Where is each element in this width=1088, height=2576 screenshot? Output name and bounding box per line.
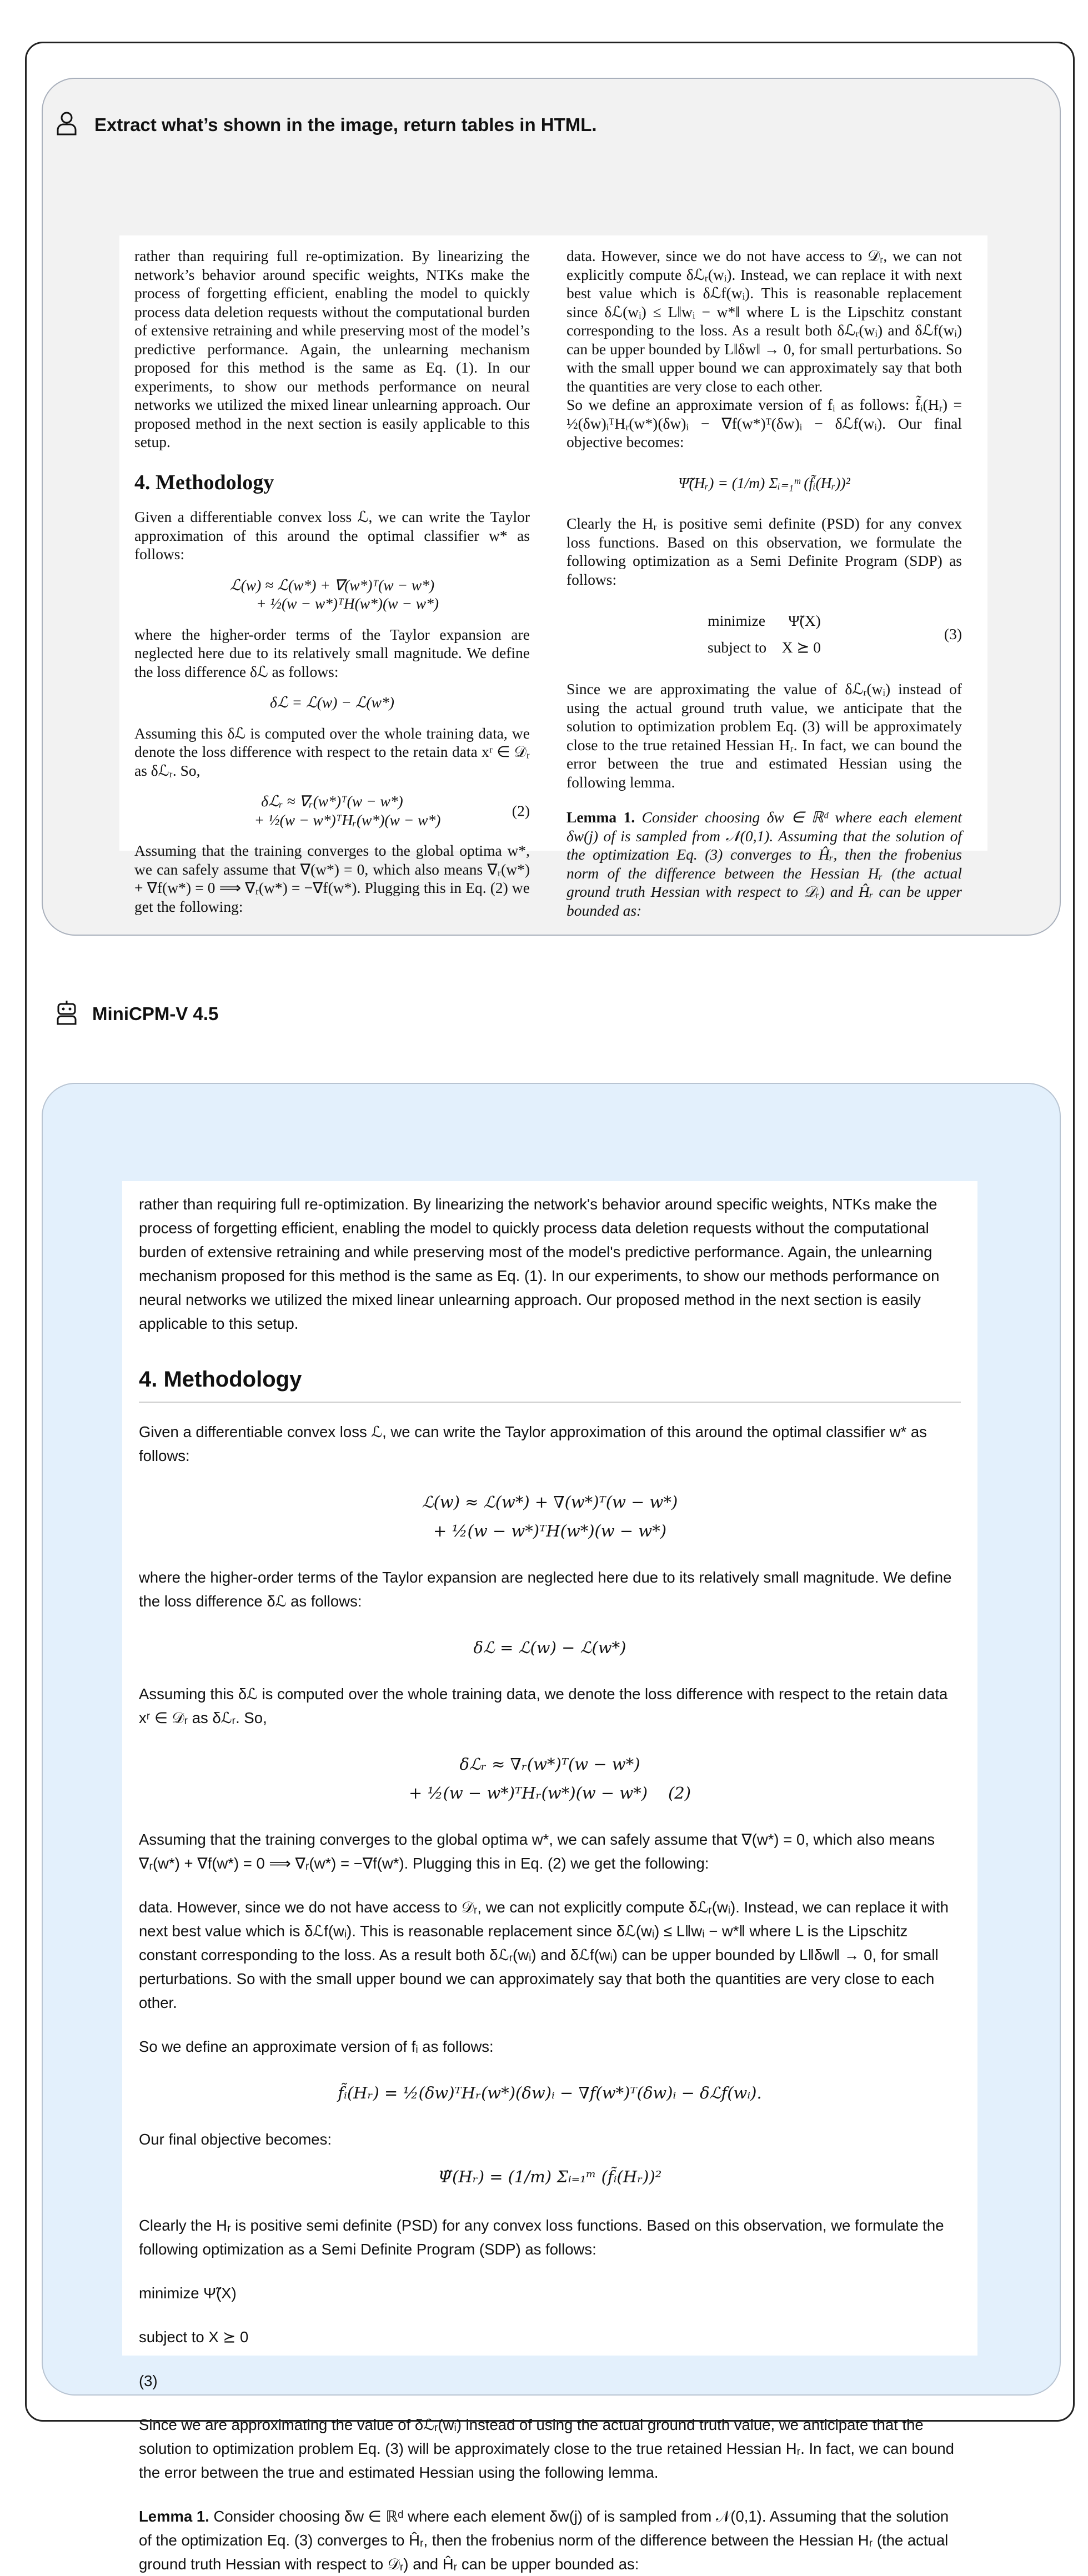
lemma-text: Consider choosing δw ∈ ℝᵈ where each element δw(j) of is sampled from 𝒩(0,1). Assuming that the solution of the optimization Eq. (3) converges to Ĥᵣ, then the frobenius norm of the difference between the Hessian Hᵣ (the actual ground truth Hessian with respect to 𝒟ᵣ) and Ĥᵣ can be upper bounded as: <box>139 2508 949 2573</box>
response-paragraph: subject to X ⪰ 0 <box>139 2328 249 2346</box>
response-lemma <box>139 2504 961 2576</box>
equation-number: (3) <box>944 625 962 642</box>
response-paragraph: Assuming that the training converges to the global optima w*, we can safely assume that ∇(w*) = 0, which also means ∇ᵣ(w*) + ∇f(w*) = 0 ⟹ ∇ᵣ(w*) = −∇f(w*). Plugging this in Eq. (2) we get the following: <box>139 1831 935 1872</box>
attached-document-image <box>119 235 987 919</box>
response-paragraph: where the higher-order terms of the Taylor expansion are neglected here due to its relatively small magnitude. We define the loss difference δℒ as follows: <box>139 1569 952 1610</box>
user-message-header <box>56 111 597 138</box>
response-paragraph: rather than requiring full re-optimization. By linearizing the network's behavior around specific weights, NTKs make the process of forgetting efficient, enabling the model to quickly process data deletion requests without the computational burden of extensive retraining and while preserving most of the model's predictive performance. Again, the unlearning mechanism proposed for this method is the same as Eq. (1). In our experiments, to show our methods performance on neural networks we utilized the mixed linear unlearning approach. Our proposed method in the next section is easily applicable to this setup. <box>139 1196 940 1332</box>
lemma-label: Lemma 1. <box>566 809 635 826</box>
doc-paragraph: rather than requiring full re-optimization. By linearizing the network’s behavior around specific weights, NTKs make the process of forgetting efficient, enabling the model to quickly process data deletion requests without the computational burden of extensive retraining and while preserving most of the model’s predictive performance. Again, the unlearning mechanism proposed for this method is the same as Eq. (1). In our experiments, to show our methods performance on neural networks we utilized the mixed linear unlearning approach. Our proposed method in the next section is easily applicable to this setup. <box>134 247 530 450</box>
doc-equation-loss-diff: δℒ = ℒ(w) − ℒ(w*) <box>270 694 394 711</box>
response-paragraph: Given a differentiable convex loss ℒ, we can write the Taylor approximation of this around the optimal classifier w* as follows: <box>139 1423 927 1464</box>
user-icon <box>56 111 78 138</box>
doc-paragraph: Assuming this δℒ is computed over the whole training data, we denote the loss difference with respect to the retain data xʳ ∈ 𝒟ᵣ as δℒᵣ. So, <box>134 724 530 779</box>
doc-equation-psi: Ψ̃(Hᵣ) = (1/m) Σᵢ₌₁ᵐ (f̃ᵢ(Hᵣ))² <box>678 474 850 491</box>
lemma-text: Consider choosing δw ∈ ℝᵈ where each element δw(j) of is sampled from 𝒩(0,1). Assuming that the solution of the optimization Eq. (3) converges to Ĥᵣ, then the frobenius norm of the difference between the Hessian Hᵣ (the actual ground truth Hessian with respect to 𝒟ᵣ) and Ĥᵣ can be upper bounded as: <box>566 809 962 919</box>
lemma-label: Lemma 1. <box>139 2508 209 2525</box>
doc-paragraph: Clearly the Hᵣ is positive semi definite (PSD) for any convex loss functions. Based on this observation, we formulate the following optimization as a Semi Definite Program (SDP) as follows: <box>566 515 962 588</box>
doc-paragraph: where the higher-order terms of the Taylor expansion are neglected here due to its relatively small magnitude. We define the loss difference δℒ as follows: <box>134 625 530 680</box>
response-paragraph: Assuming this δℒ is computed over the whole training data, we denote the loss difference with respect to the retain data xʳ ∈ 𝒟ᵣ as δℒᵣ. So, <box>139 1685 948 1726</box>
response-equation-2: δℒᵣ ≈ ∇ᵣ(w*)ᵀ(w − w*) + ½(w − w*)ᵀHᵣ(w*)(w − w*) (2) <box>408 1755 691 1802</box>
assistant-response <box>122 1181 977 2573</box>
equation-body: δℒᵣ ≈ ∇ᵣ(w*)ᵀ(w − w*) + ½(w − w*)ᵀHᵣ(w*)(w − w*) <box>254 792 441 828</box>
doc-paragraph: Given a differentiable convex loss ℒ, we can write the Taylor approximation of this around the optimal classifier w* as follows: <box>134 508 530 563</box>
response-paragraph: So we define an approximate version of fᵢ as follows: <box>139 2038 494 2055</box>
equation-number: (2) <box>512 801 530 819</box>
doc-paragraph: So we define an approximate version of fᵢ as follows: f̃ᵢ(Hᵣ) = ½(δw)ᵢᵀHᵣ(w*)(δw)ᵢ − ∇f(w*)ᵀ(δw)ᵢ − δℒf(wᵢ). Our final objective becomes: <box>566 396 962 450</box>
doc-equation-3 <box>566 607 962 661</box>
document-left-column <box>134 247 530 916</box>
response-equation-psi: Ψ̃(Hᵣ) = (1/m) Σᵢ₌₁ᵐ (f̃ᵢ(Hᵣ))² <box>438 2167 662 2186</box>
doc-paragraph: Since we are approximating the value of δℒᵣ(wᵢ) instead of using the actual ground truth value, we anticipate that the solution to optimization problem Eq. (3) will be approximately close to the true retained Hessian Hᵣ. In fact, we can bound the error between the true and estimated Hessian using the following lemma. <box>566 680 962 791</box>
assistant-name: MiniCPM-V 4.5 <box>92 1003 219 1024</box>
doc-paragraph: data. However, since we do not have access to 𝒟ᵣ, we can not explicitly compute δℒᵣ(wᵢ). Instead, we can replace it with next best value which is δℒf(wᵢ). This is reasonable replacement since δℒ(wᵢ) ≤ L‖wᵢ − w*‖ where L is the Lipschitz constant corresponding to the loss. As a result both δℒᵣ(wᵢ) and δℒf(wᵢ) can be upper bounded by L‖δw‖ → 0, for small perturbations. So with the small upper bound we can approximately say that both the quantities are very close to each other. <box>566 247 962 395</box>
doc-heading: 4. Methodology <box>134 470 274 494</box>
response-equation-f: f̃ᵢ(Hᵣ) = ½(δw)ᵀHᵣ(w*)(δw)ᵢ − ∇f(w*)ᵀ(δw)ᵢ − δℒf(wᵢ). <box>338 2083 762 2102</box>
response-paragraph: (3) <box>139 2372 158 2389</box>
response-paragraph: Since we are approximating the value of δℒᵣ(wᵢ) instead of using the actual ground truth value, we anticipate that the solution to optimization problem Eq. (3) will be approximately close to the true retained Hessian Hᵣ. In fact, we can bound the error between the true and estimated Hessian using the following lemma. <box>139 2416 954 2481</box>
response-paragraph: Clearly the Hᵣ is positive semi definite (PSD) for any convex loss functions. Based on this observation, we formulate the following optimization as a Semi Definite Program (SDP) as follows: <box>139 2217 944 2258</box>
response-paragraph: data. However, since we do not have access to 𝒟ᵣ, we can not explicitly compute δℒᵣ(wᵢ). Instead, we can replace it with next best value which is δℒf(wᵢ). This is reasonable replacement since δℒ(wᵢ) ≤ L‖wᵢ − w*‖ where L is the Lipschitz constant corresponding to the loss. As a result both δℒᵣ(wᵢ) and δℒf(wᵢ) can be upper bounded by L‖δw‖ → 0, for small perturbations. So with the small upper bound we can approximately say that both the quantities are very close to each other. <box>139 1899 949 2011</box>
doc-equation-taylor: ℒ(w) ≈ ℒ(w*) + ∇(w*)ᵀ(w − w*) + ½(w − w*)ᵀH(w*)(w − w*) <box>229 576 439 612</box>
response-paragraph: minimize Ψ̃(X) <box>139 2284 237 2302</box>
response-heading: 4. Methodology <box>139 1368 961 1403</box>
equation-body: minimize Ψ̃(X) subject to X ⪰ 0 <box>707 612 821 656</box>
document-right-column <box>566 247 962 920</box>
response-equation-taylor: ℒ(w) ≈ ℒ(w*) + ∇(w*)ᵀ(w − w*) + ½(w − w*)ᵀH(w*)(w − w*) <box>422 1493 678 1540</box>
robot-icon <box>56 1000 78 1028</box>
doc-equation-2 <box>134 792 530 829</box>
response-paragraph: Our final objective becomes: <box>139 2131 332 2148</box>
doc-lemma <box>566 808 962 920</box>
response-equation-loss-diff: δℒ = ℒ(w) − ℒ(w*) <box>473 1638 626 1657</box>
doc-paragraph: Assuming that the training converges to the global optima w*, we can safely assume that ∇(w*) = 0, which also means ∇ᵣ(w*) + ∇f(w*) = 0 ⟹ ∇ᵣ(w*) = −∇f(w*). Plugging this in Eq. (2) we get the following: <box>134 842 530 915</box>
user-prompt: Extract what’s shown in the image, return tables in HTML. <box>94 114 597 135</box>
assistant-header <box>56 1000 218 1028</box>
